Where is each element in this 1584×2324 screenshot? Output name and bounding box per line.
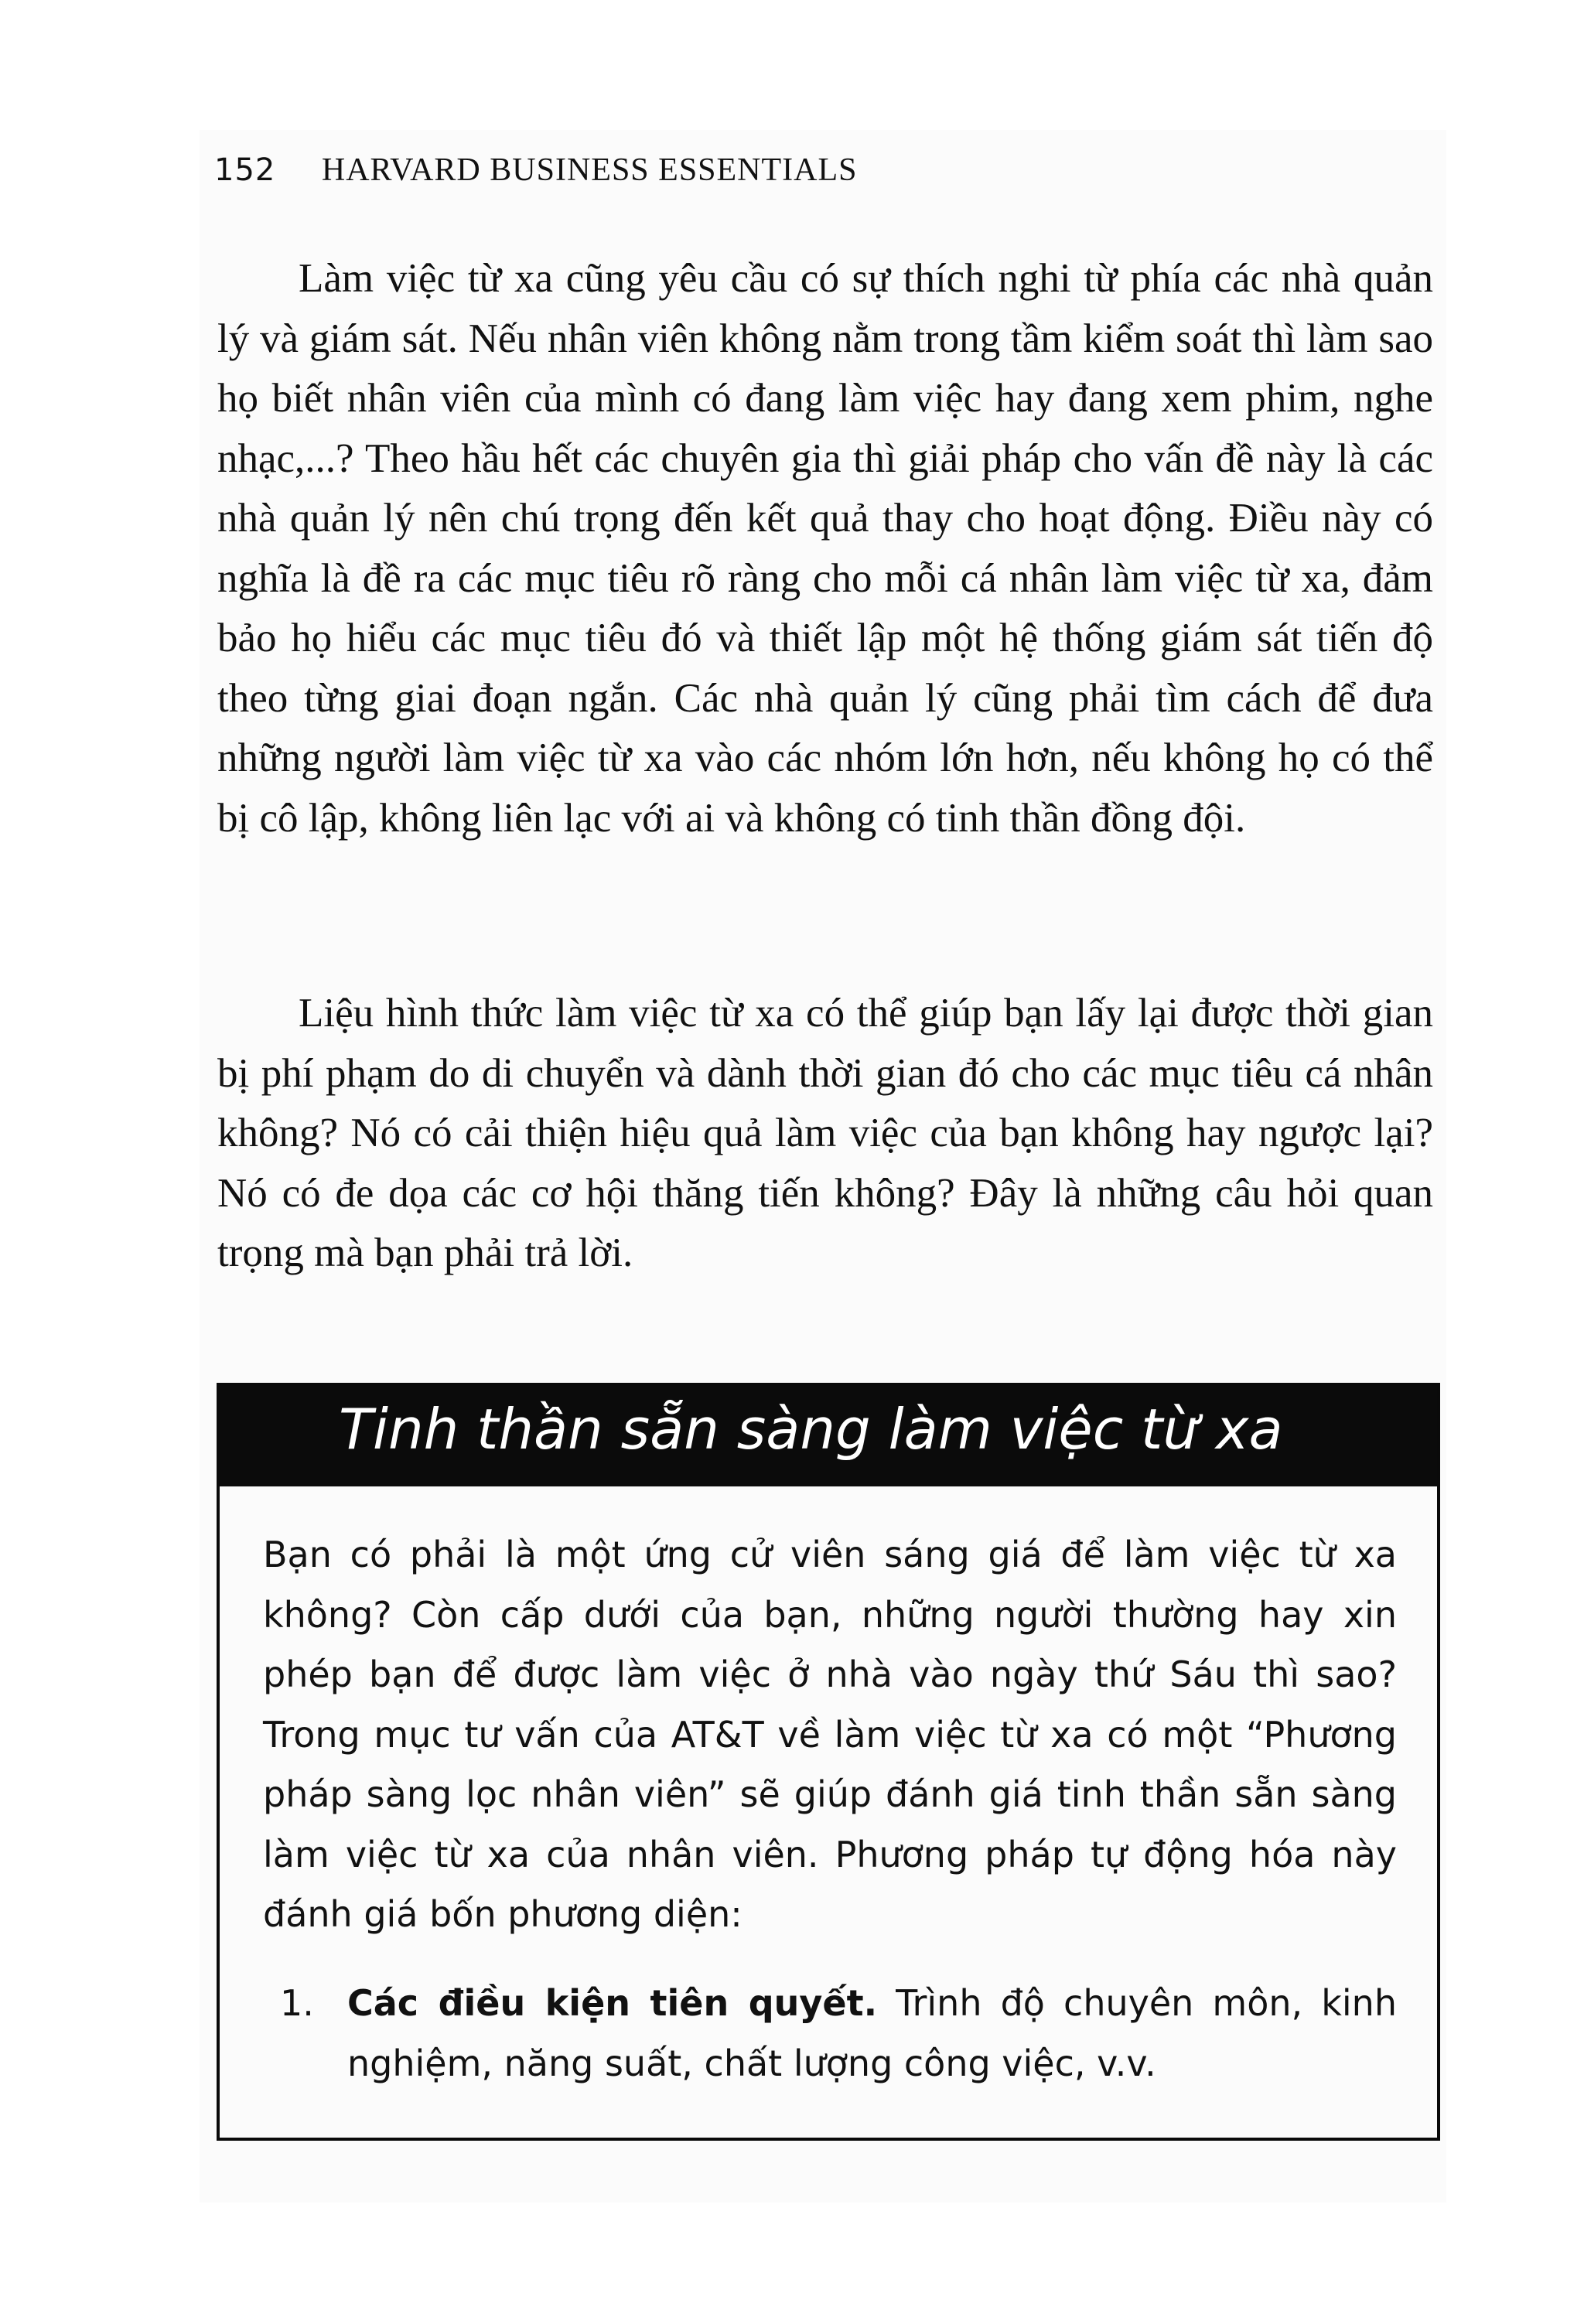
sidebar-box	[217, 1383, 1440, 2141]
running-title: HARVARD BUSINESS ESSENTIALS	[321, 152, 858, 188]
sidebar-list	[263, 1974, 1397, 2094]
list-item-text: Trình độ chuyên môn, kinh nghiệm, năng suất, chất lượng công việc, v.v.	[347, 1982, 1397, 2084]
sidebar-title-bar	[220, 1386, 1437, 1486]
body-paragraph: Liệu hình thức làm việc từ xa có thể giúp bạn lấy lại được thời gian bị phí phạm do di chuyển và dành thời gian đó cho các mục tiêu cá nhân không? Nó có cải thiện hiệu quả làm việc của bạn không hay ngược lại? Nó có đe dọa các cơ hội thăng tiến không? Đây là những câu hỏi quan trọng mà bạn phải trả lời.	[217, 991, 1433, 1275]
page-number: 152	[214, 152, 276, 188]
sidebar-title: Tinh thần sẵn sàng làm việc từ xa	[339, 1397, 1283, 1462]
sidebar-intro: Bạn có phải là một ứng cử viên sáng giá để làm việc từ xa không? Còn cấp dưới của bạn, những người thường hay xin phép bạn để được làm việc ở nhà vào ngày thứ Sáu thì sao? Trong mục tư vấn của AT&T về làm việc từ xa có một “Phương pháp sàng lọc nhân viên” sẽ giúp đánh giá tinh thần sẵn sàng làm việc từ xa của nhân viên. Phương pháp tự động hóa này đánh giá bốn phương diện:	[263, 1534, 1397, 1935]
list-item	[263, 1974, 1397, 2094]
list-item-term: Các điều kiện tiên quyết.	[347, 1982, 878, 2024]
body-paragraph: Làm việc từ xa cũng yêu cầu có sự thích nghi từ phía các nhà quản lý và giám sát. Nếu nhân viên không nằm trong tầm kiểm soát thì làm sao họ biết nhân viên của mình có đang làm việc hay đang xem phim, nghe nhạc,...? Theo hầu hết các chuyên gia thì giải pháp cho vấn đề này là các nhà quản lý nên chú trọng đến kết quả thay cho hoạt động. Điều này có nghĩa là đề ra các mục tiêu rõ ràng cho mỗi cá nhân làm việc từ xa, đảm bảo họ hiểu các mục tiêu đó và thiết lập một hệ thống giám sát tiến độ theo từng giai đoạn ngắn. Các nhà quản lý cũng phải tìm cách để đưa những người làm việc từ xa vào các nhóm lớn hơn, nếu không họ có thể bị cô lập, không liên lạc với ai và không có tinh thần đồng đội.	[217, 256, 1433, 841]
running-header	[214, 152, 858, 189]
list-item-number: 1.	[280, 1982, 314, 2024]
